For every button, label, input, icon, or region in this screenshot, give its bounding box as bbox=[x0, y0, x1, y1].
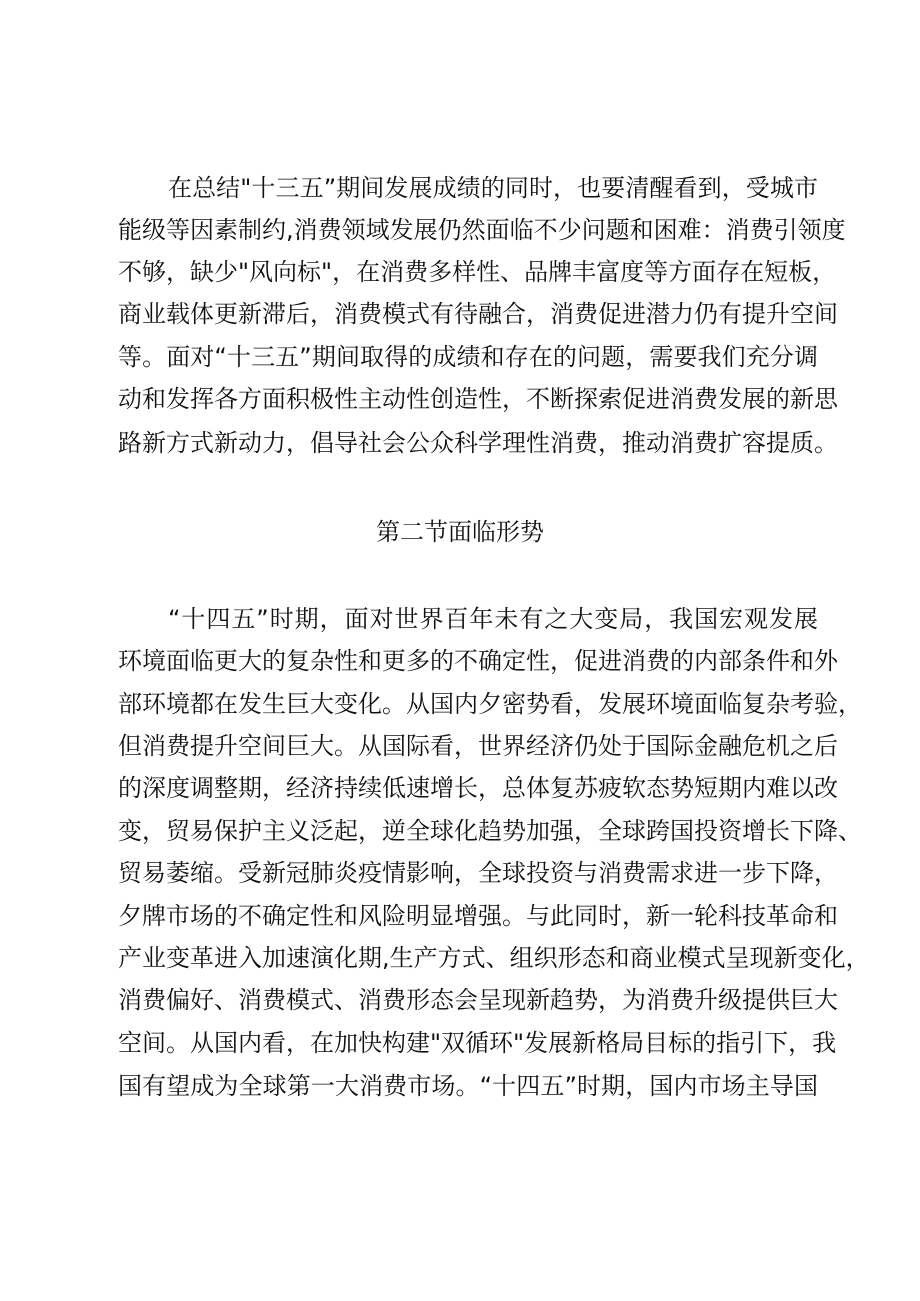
paragraph-1-line-5: 等。面对“十三五”期间取得的成绩和存在的问题，需要我们充分调 bbox=[118, 343, 818, 371]
paragraph-2-line-2: 环境面临更大的复杂性和更多的不确定性，促进消费的内部条件和外 bbox=[118, 647, 838, 675]
section-heading: 第二节面临形势 bbox=[376, 518, 544, 546]
paragraph-2-line-5: 的深度调整期，经济持续低速增长，总体复苏疲软态势短期内难以改 bbox=[118, 774, 838, 802]
paragraph-1-line-6: 动和发挥各方面积极性主动性创造性，不断探索促进消费发展的新思 bbox=[118, 385, 838, 413]
paragraph-1-line-1: 在总结"十三五”期间发展成绩的同时，也要清醒看到，受城市 bbox=[168, 174, 818, 202]
paragraph-2-line-3: 部环境都在发生巨大变化。从国内夕密势看，发展环境面临复杂考验， bbox=[118, 690, 862, 718]
paragraph-1-line-4: 商业载体更新滞后，消费模式有待融合，消费促进潜力仍有提升空间 bbox=[118, 300, 838, 328]
paragraph-2-line-12: 国有望成为全球第一大消费市场。“十四五”时期，国内市场主导国 bbox=[118, 1072, 818, 1100]
paragraph-2-line-8: 夕牌市场的不确定性和风险明显增强。与此同时，新一轮科技革命和 bbox=[118, 902, 838, 930]
paragraph-1-line-7: 路新方式新动力，倡导社会公众科学理性消费，推动消费扩容提质。 bbox=[118, 429, 838, 457]
paragraph-1-line-2: 能级等因素制约,消费领域发展仍然面临不少问题和困难：消费引领度 bbox=[118, 216, 846, 244]
paragraph-2-line-4: 但消费提升空间巨大。从国际看，世界经济仍处于国际金融危机之后 bbox=[118, 732, 838, 760]
paragraph-2-line-11: 空间。从国内看，在加快构建"双循环"发展新格局目标的指引下，我 bbox=[118, 1029, 837, 1057]
paragraph-2-line-7: 贸易萎缩。受新冠肺炎疫情影响，全球投资与消费需求进一步下降， bbox=[118, 859, 838, 887]
paragraph-2-line-1: “十四五”时期，面对世界百年未有之大变局，我国宏观发展 bbox=[168, 605, 818, 633]
paragraph-2-line-9: 产业变革进入加速演化期,生产方式、组织形态和商业模式呈现新变化， bbox=[118, 944, 870, 972]
paragraph-2-line-6: 变，贸易保护主义泛起，逆全球化趋势加强，全球跨国投资增长下降、 bbox=[118, 817, 862, 845]
paragraph-2-line-10: 消费偏好、消费模式、消费形态会呈现新趋势，为消费升级提供巨大 bbox=[118, 986, 838, 1014]
paragraph-1-line-3: 不够，缺少"风向标"，在消费多样性、品牌丰富度等方面存在短板， bbox=[118, 258, 837, 286]
